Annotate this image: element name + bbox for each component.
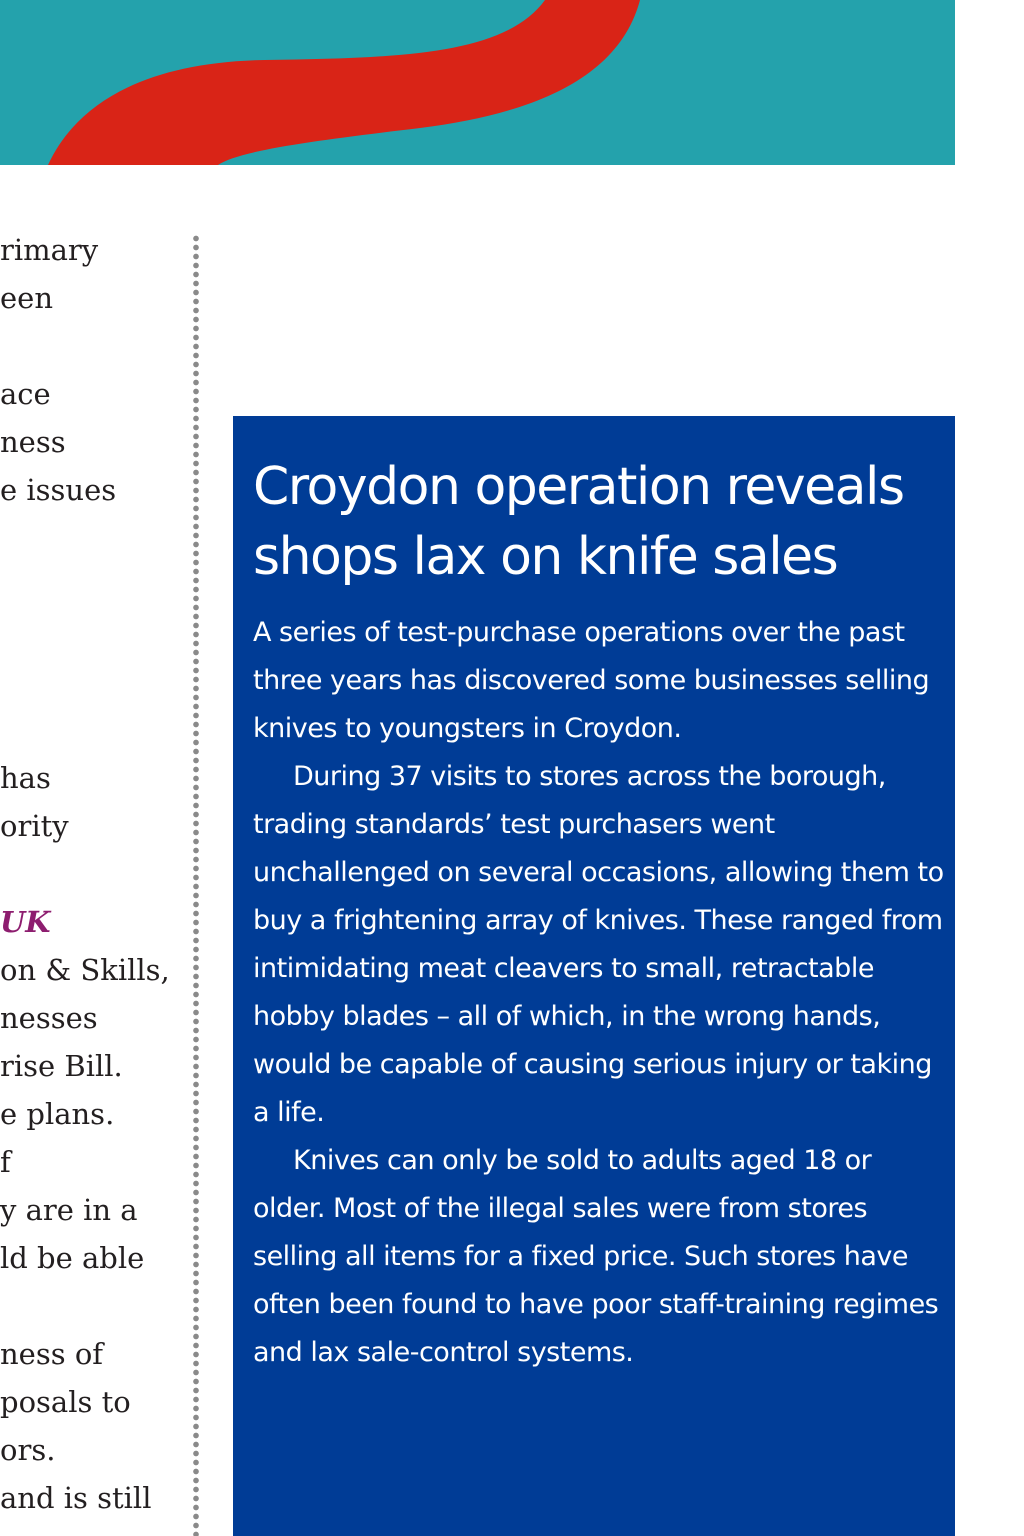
- sidebar-paragraph-3: Knives can only be sold to adults aged 18 or older. Most of the illegal sales were from stores selling all items for a fixed price. Such stores have often been found to have poor staff-training regimes and lax sale-control systems.: [253, 1145, 939, 1368]
- sidebar-paragraph-1: A series of test-purchase operations over the past three years has discovered some businesses selling knives to youngsters in Croydon.: [253, 617, 930, 744]
- left-column-line: on & Skills,: [0, 953, 170, 987]
- left-column-line: posals to: [0, 1385, 131, 1419]
- sidebar-box: [233, 416, 955, 1536]
- red-ribbon: [48, 0, 640, 165]
- left-column-line: ld be able: [0, 1241, 145, 1275]
- left-column-line: UK: [0, 905, 51, 939]
- header-banner-illustration: [0, 0, 955, 165]
- left-column-line: y are in a: [0, 1193, 138, 1227]
- left-column-line: ness: [0, 425, 66, 459]
- left-column-line: has: [0, 761, 51, 795]
- left-column-line: e plans.: [0, 1097, 115, 1131]
- left-column-line: ness of: [0, 1337, 104, 1371]
- sidebar-paragraph-2: During 37 visits to stores across the borough, trading standards’ test purchasers went unchallenged on several occasions, allowing them to buy a frightening array of knives. These ranged from intimidating meat cleavers to small, retractable hobby blades – all of which, in the wrong hands, would be capable of causing serious injury or taking a life.: [253, 761, 944, 1128]
- left-column-line: and is still: [0, 1481, 152, 1515]
- left-column-line: nesses: [0, 1001, 98, 1035]
- left-column-line: ority: [0, 809, 69, 843]
- left-column-line: e issues: [0, 473, 117, 507]
- left-column-line: rimary: [0, 233, 99, 267]
- left-column-line: f: [0, 1145, 11, 1179]
- left-article-column: [0, 226, 180, 1536]
- left-column-line: rise Bill.: [0, 1049, 123, 1083]
- sidebar-body: [253, 609, 947, 1377]
- left-column-line: ors.: [0, 1433, 56, 1467]
- sidebar-headline: Croydon operation reveals shops lax on knife sales: [253, 457, 904, 587]
- dotted-divider: [191, 234, 201, 1536]
- ribbon-illustration: [0, 0, 955, 165]
- left-column-line: ace: [0, 377, 51, 411]
- left-column-line: een: [0, 281, 54, 315]
